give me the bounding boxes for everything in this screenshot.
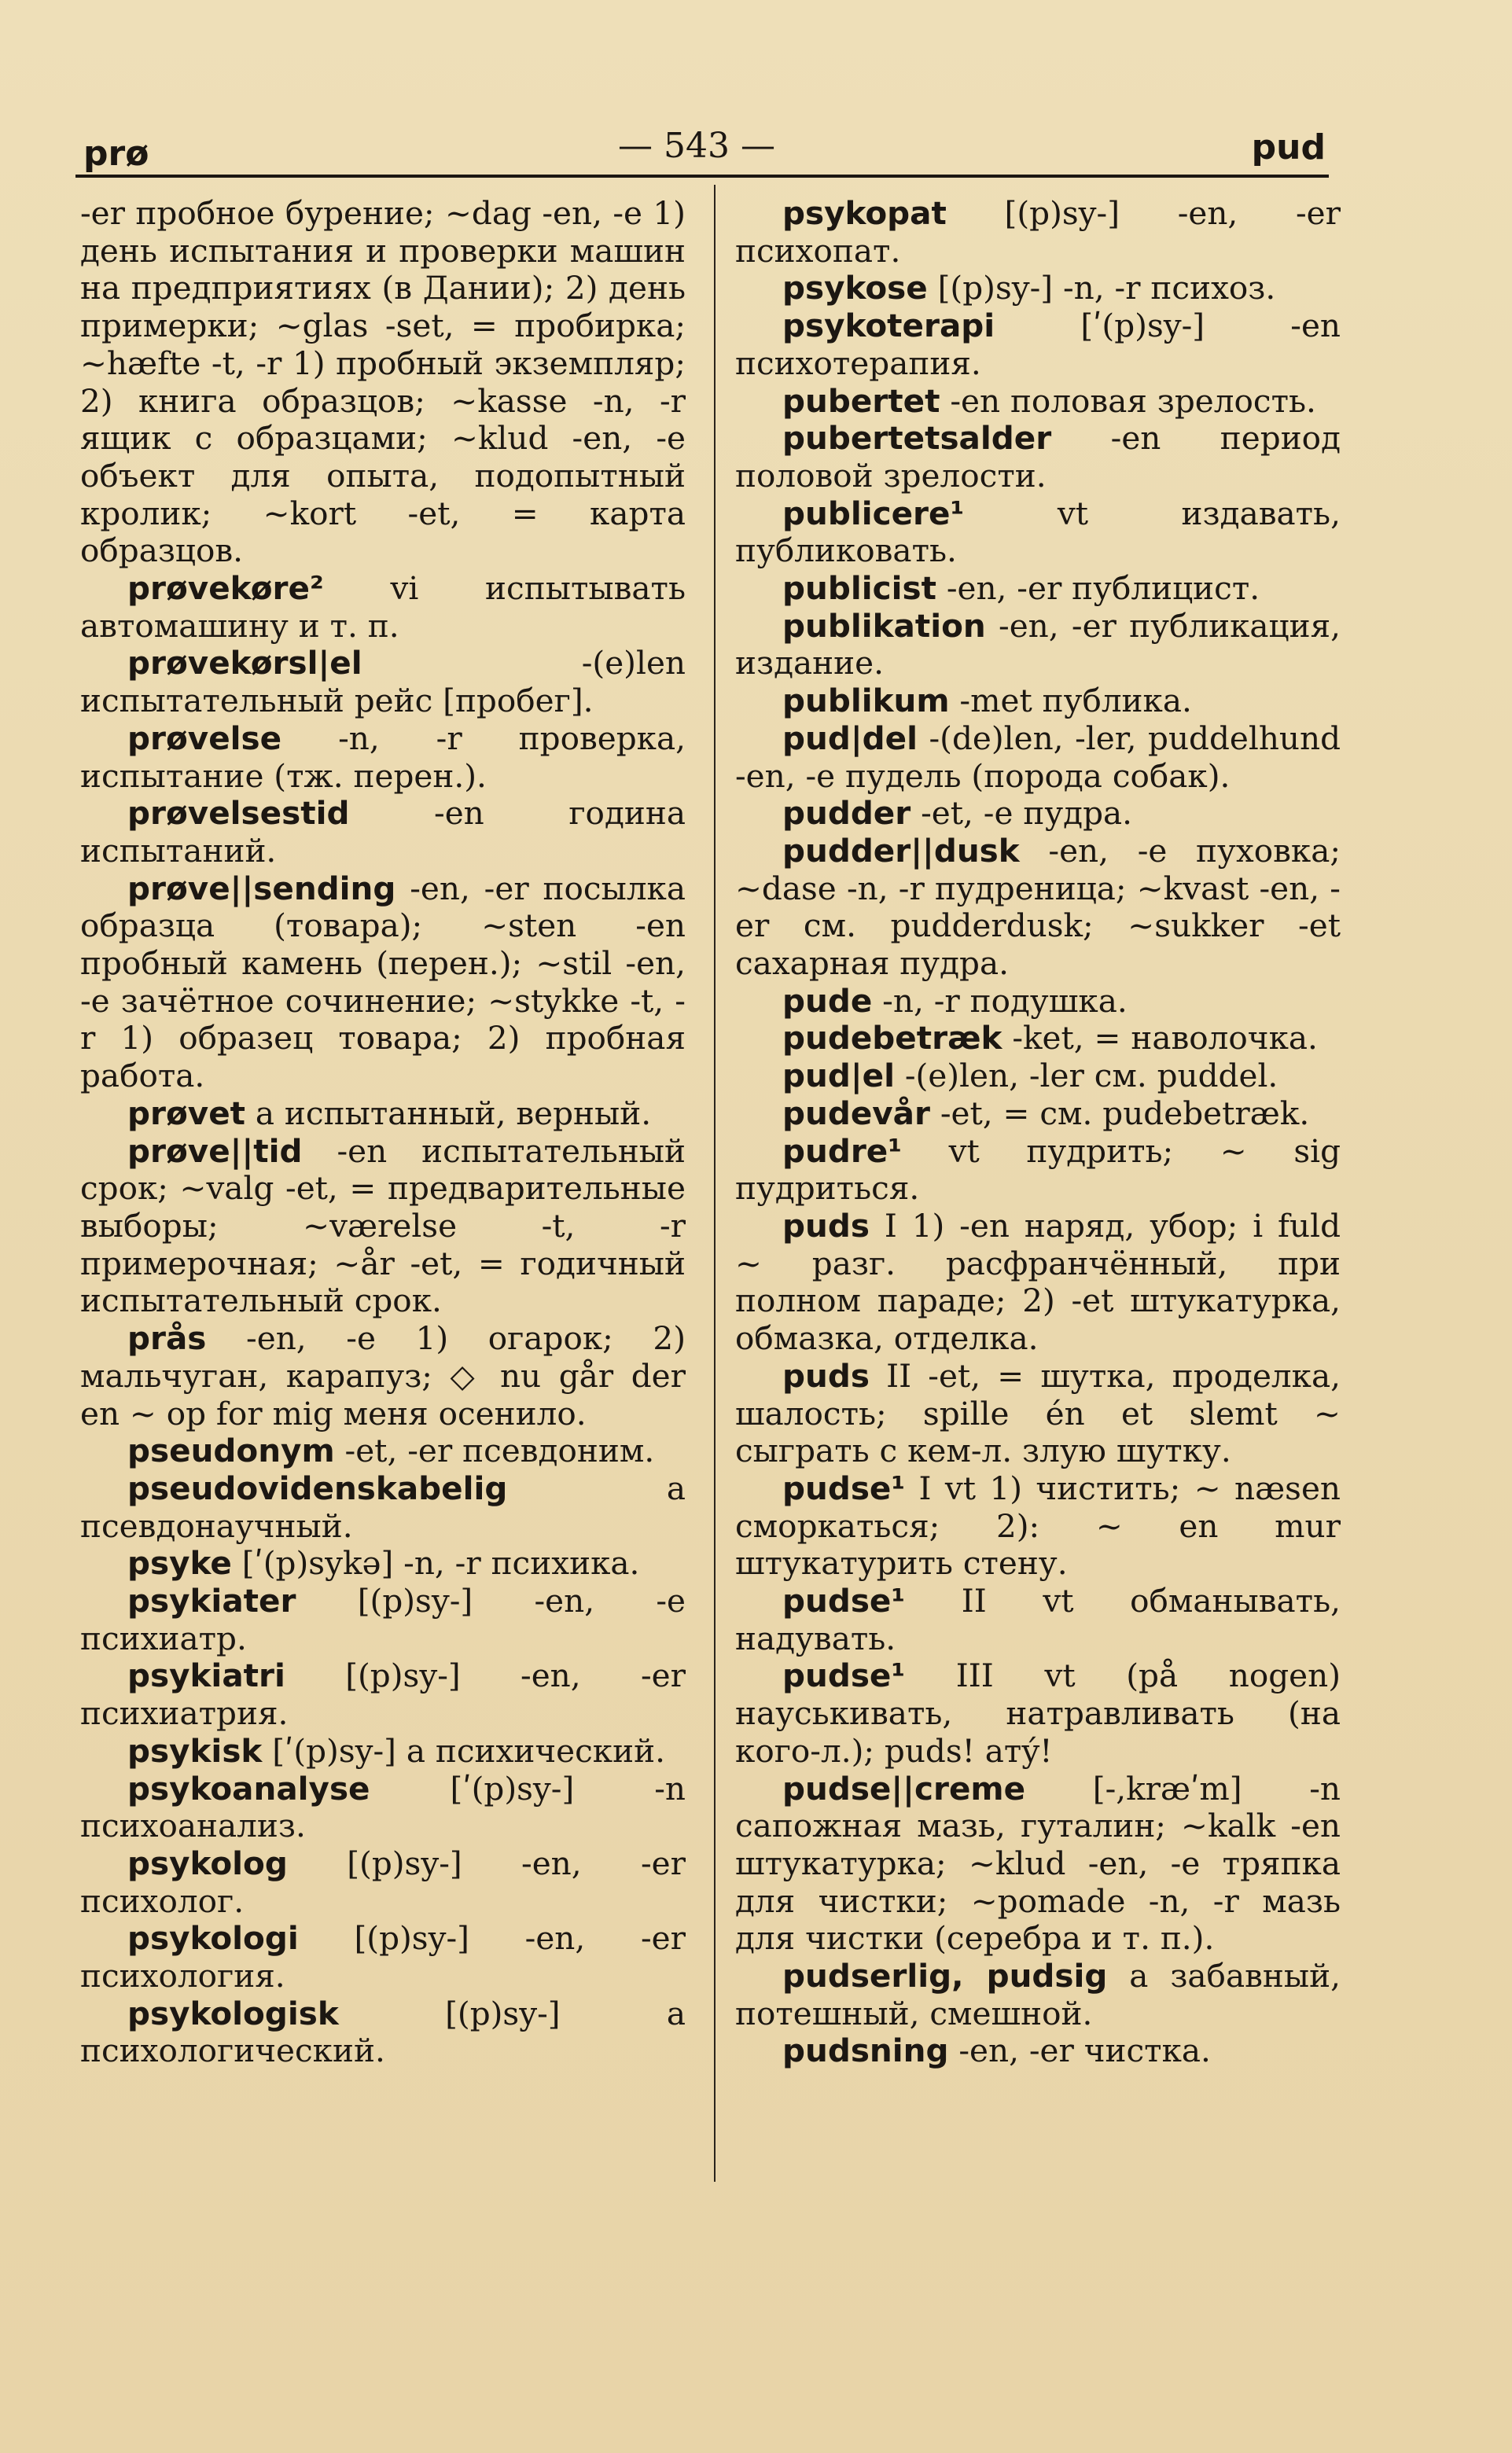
dictionary-entry (735, 1095, 1341, 1133)
dictionary-entry (735, 1057, 1341, 1095)
dictionary-entry (80, 1771, 686, 1845)
entry-text: -(de)len, -ler, puddelhund -en, -e пудель (порода собак). (735, 719, 1341, 795)
headword: pudre¹ (782, 1131, 902, 1170)
dictionary-entry (80, 1095, 686, 1133)
headword: psykologisk (127, 1994, 339, 2032)
dictionary-entry (735, 1470, 1341, 1583)
headword: publicist (782, 569, 936, 608)
entry-text: [(p)sy-] -n, -r психоз. (937, 269, 1276, 307)
dictionary-entry (80, 570, 686, 645)
headword: prås (127, 1319, 207, 1358)
page-header (75, 118, 1326, 176)
header-left-guide-word: prø (83, 134, 149, 174)
entry-text: [(p)sy-] -en, -er психолог. (80, 1844, 686, 1920)
dictionary-entry (80, 645, 686, 719)
entry-text: [(p)sy-] -en, -e психиатр. (80, 1582, 686, 1657)
dictionary-entry (735, 270, 1341, 307)
dictionary-entry (80, 1657, 686, 1732)
headword: psyke (127, 1544, 232, 1583)
dictionary-entry (735, 682, 1341, 720)
entry-text: I 1) -en наряд, убор; i fuld ~ разг. расфранчённый, при полном параде; 2) -et штукатурка, обмазка, отделка. (735, 1206, 1341, 1358)
headword: psykopat (782, 194, 947, 232)
entry-text: [(p)sy-] -en, -er психопат. (735, 194, 1341, 270)
header-rule (75, 175, 1329, 178)
headword: psykologi (127, 1919, 299, 1958)
headword: pudserlig, pudsig (782, 1957, 1108, 1995)
entry-text: [(p)sy-] -en, -er психиатрия. (80, 1657, 686, 1733)
entry-text: -en, -er публицист. (946, 569, 1260, 608)
entry-text: a забавный, потешный, смешной. (735, 1957, 1341, 2032)
dictionary-entry (735, 1657, 1341, 1770)
headword: psykoterapi (782, 307, 995, 345)
entry-text: III vt (på nogen) науськивать, натравливать (на кого-л.); puds! атý! (735, 1657, 1341, 1770)
left-column (80, 195, 686, 2070)
entry-text: vt пудрить; ~ sig пудриться. (735, 1131, 1341, 1208)
entry-text: [-,kræʹm] -n сапожная мазь, гуталин; ~kalk -en штукатурка; ~klud -en, -e тряпка для чистки; ~pomade -n, -r мазь для чистки (серебра и т. п.). (735, 1769, 1341, 1958)
entry-text: -en година испытаний. (80, 794, 686, 870)
entry-text: [(p)sy-] -en, -er психология. (80, 1919, 686, 1995)
dictionary-entry (80, 795, 686, 870)
dictionary-entry (80, 1432, 686, 1470)
entry-text: a псевдонаучный. (80, 1469, 686, 1545)
headword: psykolog (127, 1844, 288, 1882)
dictionary-entry (80, 1545, 686, 1583)
entry-text: -et, -e пудра. (921, 794, 1133, 833)
headword: pubertet (782, 381, 940, 420)
entry-text: -n, -r подушка. (882, 981, 1128, 1020)
entry-text: -(e)len испытательный рейс [пробег]. (80, 644, 686, 720)
entry-text: -n, -r проверка, испытание (тж. перен.). (80, 719, 686, 795)
headword: pudebetræk (782, 1019, 1002, 1057)
dictionary-entry (735, 195, 1341, 270)
dictionary-entry (735, 1020, 1341, 1057)
entry-text: -ket, = наволочка. (1012, 1019, 1318, 1057)
dictionary-entry (80, 870, 686, 1095)
entry-text: II -et, = шутка, проделка, шалость; spille én et slemt ~ сыграть с кем-л. злую шутку. (735, 1356, 1341, 1470)
headword: psykose (782, 269, 928, 307)
headword: pseudovidenskabelig (127, 1469, 508, 1507)
headword: pud|del (782, 719, 918, 757)
entry-text: II vt обманывать, надувать. (735, 1582, 1341, 1657)
right-column (735, 195, 1341, 2070)
dictionary-entry (735, 608, 1341, 682)
dictionary-entry (80, 1583, 686, 1657)
entry-text: -met публика. (959, 682, 1192, 720)
headword: puds (782, 1356, 870, 1395)
headword: pseudonym (127, 1432, 335, 1470)
dictionary-entry (735, 570, 1341, 608)
dictionary-entry (735, 1958, 1341, 2032)
headword: pud|el (782, 1057, 895, 1095)
entry-text: vi испытывать автомашину и т. п. (80, 569, 686, 645)
headword: publikum (782, 682, 950, 720)
entry-text: [ʹ(p)sykə] -n, -r психика. (241, 1544, 640, 1583)
dictionary-entry (735, 795, 1341, 833)
dictionary-entry (735, 1583, 1341, 1657)
dictionary-entry (80, 1470, 686, 1545)
entry-text: -et, -er псевдоним. (344, 1432, 655, 1470)
headword: psykiater (127, 1582, 296, 1620)
dictionary-entry (80, 1845, 686, 1920)
headword: puds (782, 1206, 870, 1245)
dictionary-entry (735, 1133, 1341, 1208)
entry-text: -(e)len, -ler см. puddel. (904, 1057, 1278, 1095)
headword: psykoanalyse (127, 1769, 370, 1808)
headword: publicere¹ (782, 494, 965, 532)
headword: pudder (782, 794, 911, 833)
headword: prøvekøre² (127, 569, 324, 608)
entry-text: I vt 1) чистить; ~ næsen сморкаться; 2): ~ en mur штукатурить стену. (735, 1469, 1341, 1583)
dictionary-entry (735, 983, 1341, 1021)
headword: pudse||creme (782, 1769, 1026, 1808)
dictionary-entry (80, 1733, 686, 1771)
headword: pudse¹ (782, 1582, 906, 1620)
entry-text: -en период половой зрелости. (735, 419, 1341, 495)
dictionary-entry (735, 833, 1341, 983)
dictionary-entry (735, 720, 1341, 795)
column-divider (714, 185, 716, 2182)
headword: prøvet (127, 1094, 246, 1132)
entry-text: -et, = см. pudebetræk. (940, 1094, 1310, 1132)
entry-text: -en испытательный срок; ~valg -et, = предварительные выборы; ~værelse -t, -r примерочная; ~år -et, = годичный испытательный срок. (80, 1131, 686, 1320)
page-number: — 543 — (618, 126, 775, 166)
dictionary-entry (80, 720, 686, 795)
dictionary-entry (80, 1133, 686, 1321)
headword: prøve||sending (127, 869, 396, 907)
entry-text: -en, -er публикация, издание. (735, 606, 1341, 682)
dictionary-entry (80, 1995, 686, 2070)
entry-text: -er пробное бурение; ~dag -en, -e 1) день испытания и проверки машин на предприятиях (в Дании); 2) день примерки; ~glas -set, = пробирка; ~hæfte -t, -r 1) пробный экземпляр; 2) книга образцов; ~kasse -n, -r ящик с образцами; ~klud -en, -e объект для опыта, подопытный кролик; ~kort -et, = карта образцов. (80, 194, 686, 570)
entry-text: vt издавать, публиковать. (735, 494, 1341, 570)
dictionary-entry (735, 495, 1341, 570)
dictionary-entry (80, 1320, 686, 1432)
dictionary-entry (735, 1771, 1341, 1958)
entry-text: [ʹ(p)sy-] -en психотерапия. (735, 307, 1341, 382)
entry-text: -en, -e 1) огарок; 2) мальчуган, карапуз; ◇ nu går der en ~ op for mig меня осенило. (80, 1319, 686, 1432)
dictionary-entry (80, 1920, 686, 1995)
entry-text: [ʹ(p)sy-] a психический. (272, 1731, 665, 1770)
headword: pudsning (782, 2032, 949, 2070)
entry-text: [ʹ(p)sy-] -n психоанализ. (80, 1769, 686, 1845)
headword: publikation (782, 606, 986, 645)
headword: pudse¹ (782, 1469, 906, 1507)
entry-text: -en половая зрелость. (950, 381, 1316, 420)
headword: psykiatri (127, 1657, 285, 1695)
headword: prøvelsestid (127, 794, 350, 833)
headword: prøvelse (127, 719, 282, 757)
dictionary-entry (735, 1358, 1341, 1470)
dictionary-entry (735, 307, 1341, 382)
entry-text: a испытанный, верный. (255, 1094, 652, 1132)
header-right-guide-word: pud (1251, 127, 1326, 167)
dictionary-entry (735, 1208, 1341, 1358)
dictionary-entry (80, 195, 686, 570)
entry-text: -en, -er чистка. (958, 2032, 1211, 2070)
headword: pudse¹ (782, 1657, 906, 1695)
entry-text: -en, -e пуховка; ~dase -n, -r пудреница; ~kvast -en, -er см. pudderdusk; ~sukker -et сахарная пудра. (735, 831, 1341, 983)
headword: pudder||dusk (782, 831, 1020, 870)
headword: pubertetsalder (782, 419, 1052, 458)
dictionary-entry (735, 383, 1341, 421)
headword: pude (782, 981, 873, 1020)
headword: prøvekørsl|el (127, 644, 362, 682)
headword: prøve||tid (127, 1131, 303, 1170)
dictionary-entry (735, 2032, 1341, 2070)
headword: pudevår (782, 1094, 930, 1132)
entry-text: -en, -er посылка образца (товара); ~sten -en пробный камень (перен.); ~stil -en, -e зачётное сочинение; ~stykke -t, -r 1) образец товара; 2) пробная работа. (80, 869, 686, 1095)
entry-text: [(p)sy-] a психологический. (80, 1994, 686, 2070)
dictionary-entry (735, 420, 1341, 495)
headword: psykisk (127, 1731, 263, 1770)
